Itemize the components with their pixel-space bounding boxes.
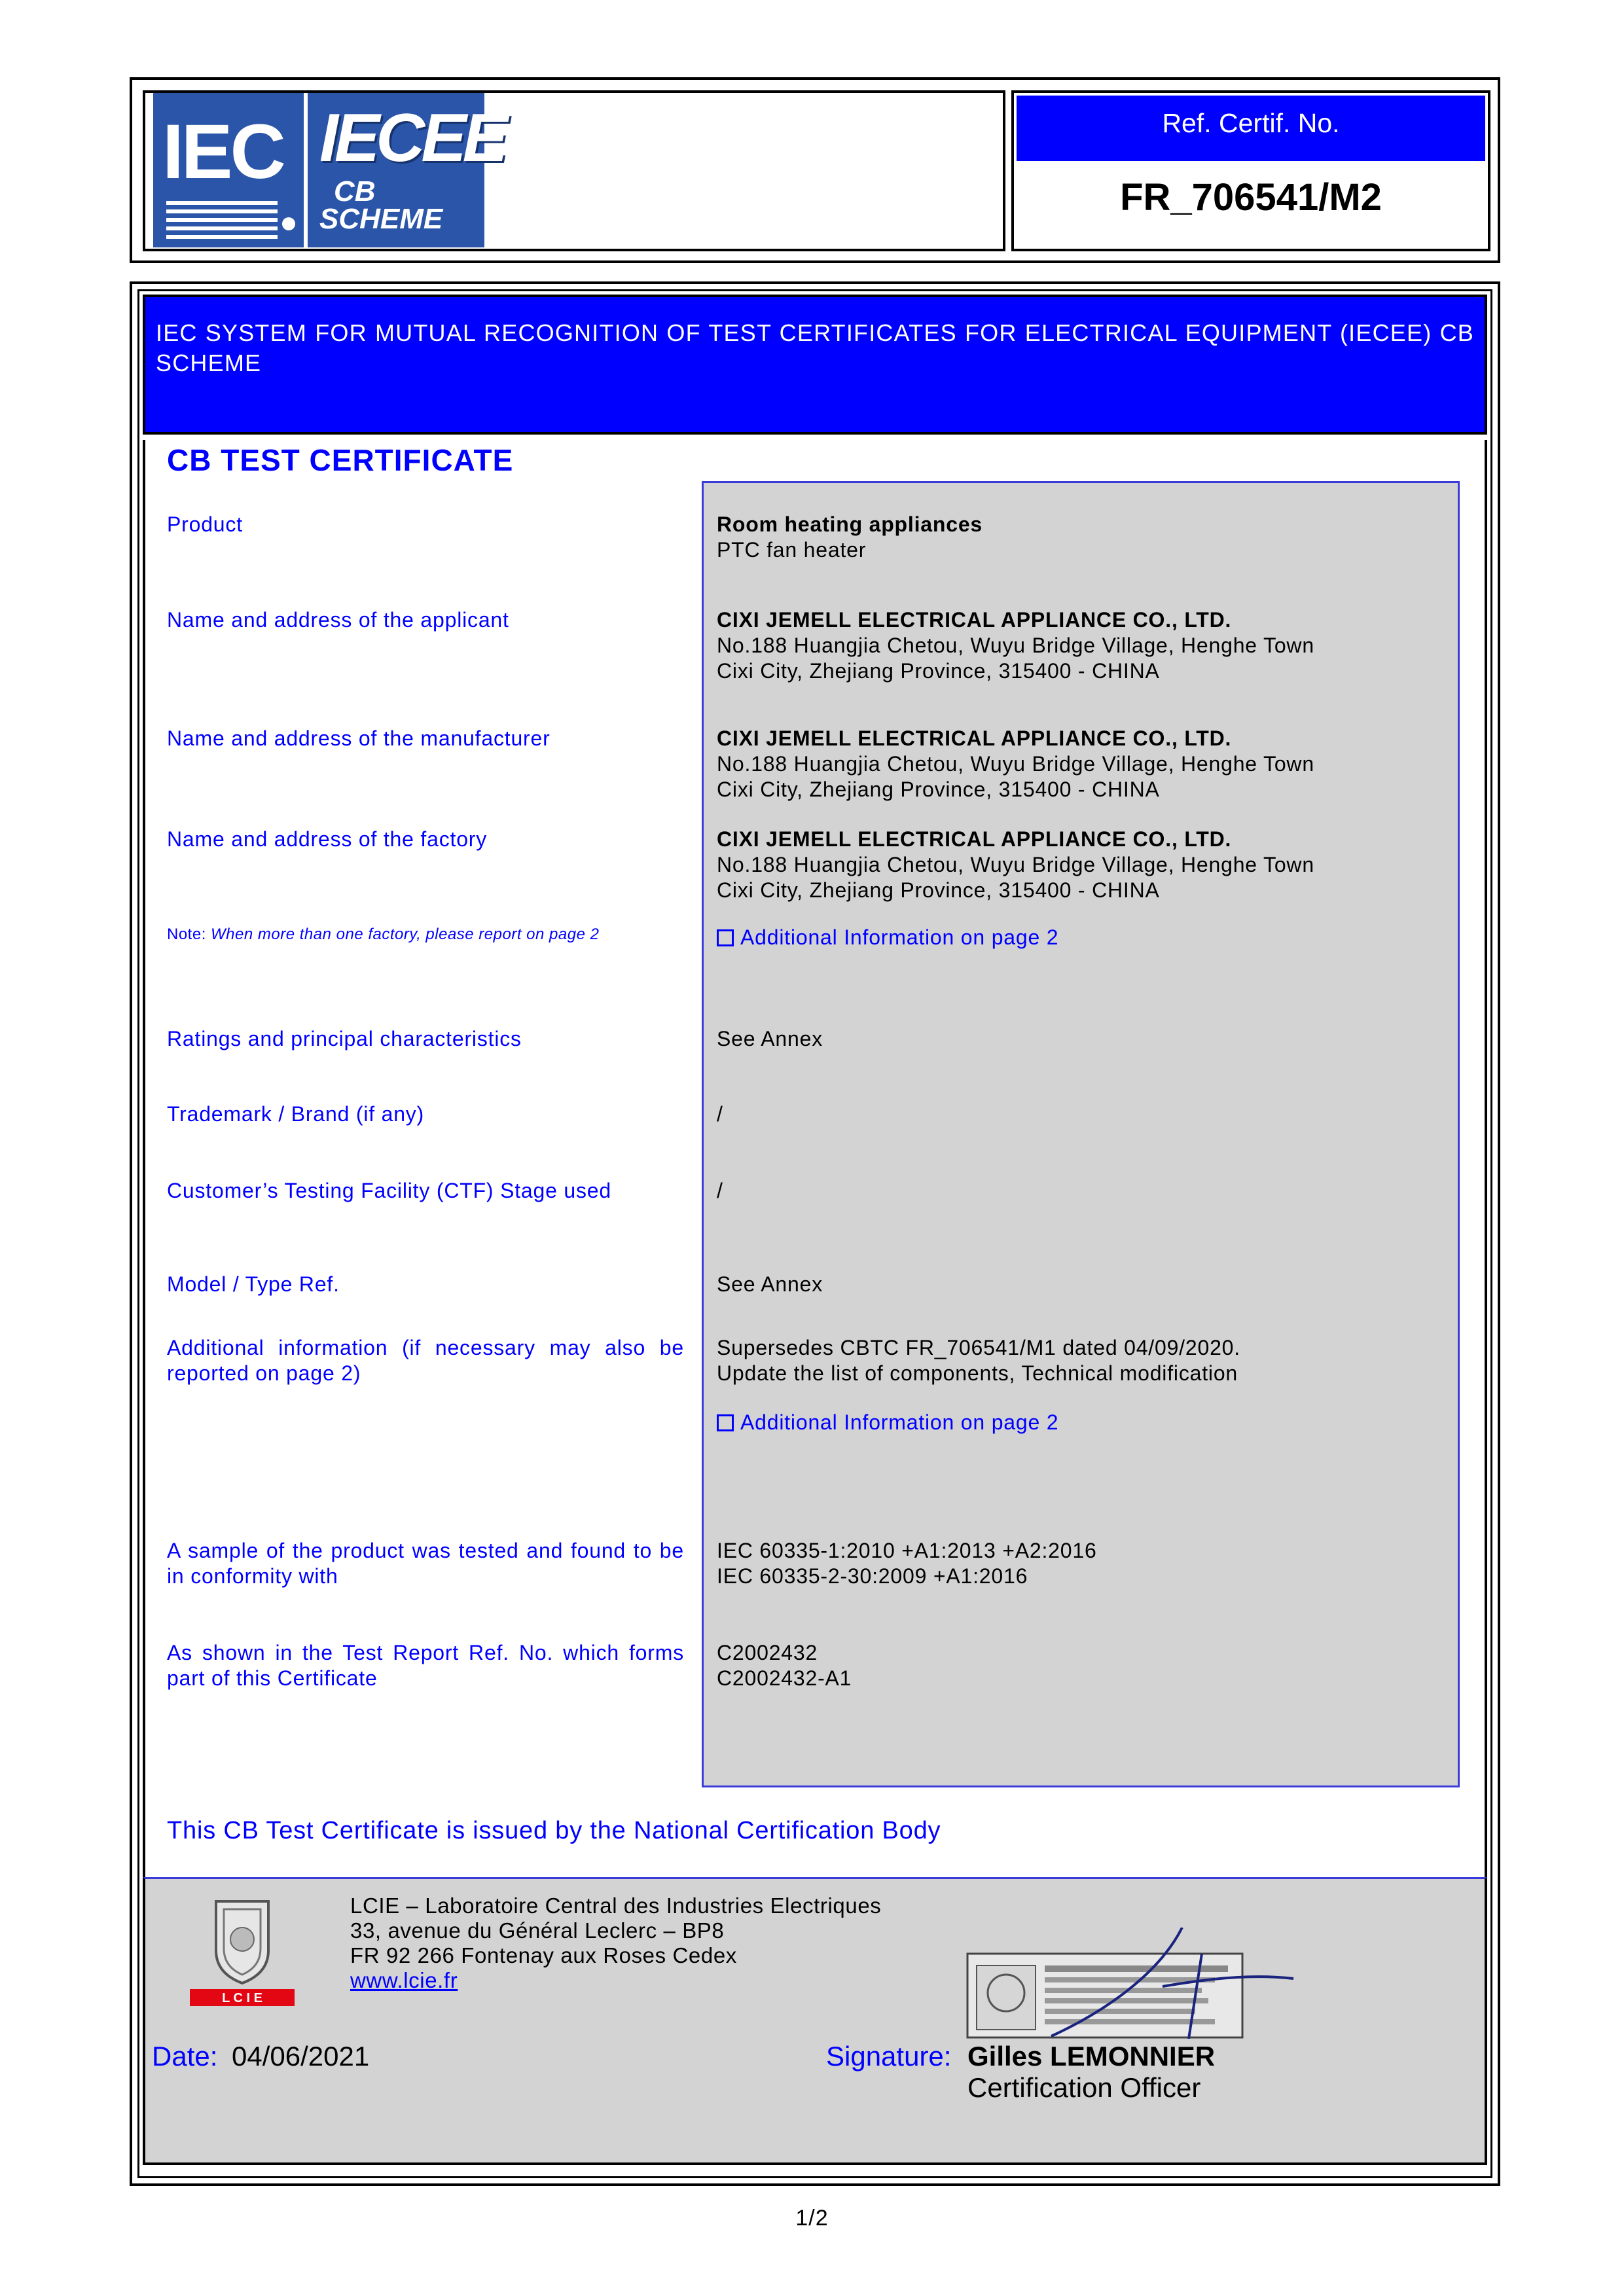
product-name: PTC fan heater [717, 538, 867, 562]
ref-certificate-box [1011, 90, 1490, 251]
test-report-label: As shown in the Test Report Ref. No. which forms part of this Certificate [167, 1641, 684, 1690]
additional-info-value [717, 1335, 1443, 1386]
factory-label: Name and address of the factory [167, 827, 488, 851]
manufacturer-address-line-2: Cixi City, Zhejiang Province, 315400 - CHINA [717, 778, 1160, 801]
lcie-official-stamp [966, 1928, 1307, 2039]
update-text: Update the list of components, Technical modification [717, 1361, 1238, 1385]
issued-by-statement: This CB Test Certificate is issued by the National Certification Body [167, 1817, 941, 1844]
lcie-org-name: LCIE – Laboratoire Central des Industries Electriques [350, 1893, 882, 1918]
lcie-website-link[interactable]: www.lcie.fr [350, 1968, 458, 1992]
note-text: When more than one factory, please report on page 2 [211, 925, 600, 943]
iecee-cb-scheme-logo [308, 93, 505, 247]
signature-label: Signature: [826, 2041, 952, 2072]
applicant-label: Name and address of the applicant [167, 608, 509, 632]
product-label: Product [167, 512, 243, 536]
bureau-veritas-lcie-logo [190, 1895, 295, 2006]
standard-2: IEC 60335-2-30:2009 +A1:2016 [717, 1564, 1028, 1588]
applicant-name: CIXI JEMELL ELECTRICAL APPLIANCE CO., LTD. [717, 608, 1232, 632]
factory-value [717, 827, 1443, 903]
factory-additional-info-checkbox[interactable] [717, 925, 1058, 950]
ratings-label: Ratings and principal characteristics [167, 1027, 522, 1050]
checkbox-icon[interactable] [717, 929, 734, 946]
manufacturer-address-line-1: No.188 Huangjia Chetou, Wuyu Bridge Village, Henghe Town [717, 752, 1314, 776]
manufacturer-name: CIXI JEMELL ELECTRICAL APPLIANCE CO., LTD. [717, 726, 1232, 750]
additional-info-checkbox-label: Additional Information on page 2 [740, 1410, 1059, 1434]
page-number: 1/2 [795, 2206, 829, 2231]
test-report-ref-1: C2002432 [717, 1641, 818, 1664]
applicant-value [717, 607, 1443, 684]
signatory-role: Certification Officer [967, 2072, 1201, 2103]
date-value: 04/06/2021 [232, 2041, 370, 2072]
supersedes-text: Supersedes CBTC FR_706541/M1 dated 04/09/2020. [717, 1336, 1240, 1359]
test-report-ref-2: C2002432-A1 [717, 1666, 852, 1690]
iecee-logo-scheme: SCHEME [319, 203, 443, 235]
iec-logo-lines [166, 201, 278, 243]
ctf-value: / [717, 1179, 723, 1202]
lcie-address-line-1: 33, avenue du Général Leclerc – BP8 [350, 1918, 725, 1943]
iec-logo [153, 93, 304, 247]
iecee-logo-title: IECEE [319, 100, 505, 176]
ctf-label: Customer’s Testing Facility (CTF) Stage used [167, 1179, 611, 1202]
factory-address-line-2: Cixi City, Zhejiang Province, 315400 - CHINA [717, 878, 1160, 902]
factory-additional-info-label: Additional Information on page 2 [740, 925, 1059, 949]
lcie-address-line-2: FR 92 266 Fontenay aux Roses Cedex [350, 1943, 737, 1967]
manufacturer-value [717, 726, 1443, 802]
iec-logo-text: IEC [162, 109, 283, 195]
trademark-value: / [717, 1102, 723, 1126]
applicant-address-line-2: Cixi City, Zhejiang Province, 315400 - CHINA [717, 659, 1160, 683]
factory-name: CIXI JEMELL ELECTRICAL APPLIANCE CO., LTD. [717, 827, 1232, 851]
applicant-address-line-1: No.188 Huangjia Chetou, Wuyu Bridge Village, Henghe Town [717, 634, 1314, 657]
lcie-address-block [350, 1893, 881, 1993]
lcie-logo-text: L C I E [222, 1991, 262, 2005]
conformity-value [717, 1538, 1443, 1589]
ref-certif-number: FR_706541/M2 [1120, 176, 1382, 219]
model-value: See Annex [717, 1272, 823, 1296]
factory-address-line-1: No.188 Huangjia Chetou, Wuyu Bridge Village, Henghe Town [717, 853, 1314, 876]
iecee-logo-cb: CB [334, 175, 376, 207]
date-label: Date: [152, 2041, 218, 2072]
note-prefix: Note: [167, 925, 211, 943]
factory-note [167, 925, 599, 944]
standard-1: IEC 60335-1:2010 +A1:2013 +A2:2016 [717, 1539, 1097, 1562]
certificate-title: CB TEST CERTIFICATE [167, 443, 514, 477]
conformity-label: A sample of the product was tested and found to be in conformity with [167, 1539, 684, 1588]
test-report-value [717, 1640, 1443, 1691]
ratings-value: See Annex [717, 1027, 823, 1050]
trademark-label: Trademark / Brand (if any) [167, 1102, 425, 1126]
additional-info-label: Additional information (if necessary may also be reported on page 2) [167, 1336, 684, 1385]
product-category: Room heating appliances [717, 512, 983, 536]
iecee-banner: IEC SYSTEM FOR MUTUAL RECOGNITION OF TEST CERTIFICATES FOR ELECTRICAL EQUIPMENT (IECEE) CB SCHEME [143, 295, 1487, 435]
signatory-name: Gilles LEMONNIER [967, 2041, 1216, 2072]
manufacturer-label: Name and address of the manufacturer [167, 726, 550, 750]
ref-certif-label: Ref. Certif. No. [1017, 96, 1485, 161]
additional-info-checkbox[interactable] [717, 1410, 1058, 1435]
product-value [717, 512, 1443, 563]
checkbox-icon[interactable] [717, 1414, 734, 1431]
iec-logo-dot [282, 217, 295, 230]
model-label: Model / Type Ref. [167, 1272, 340, 1296]
